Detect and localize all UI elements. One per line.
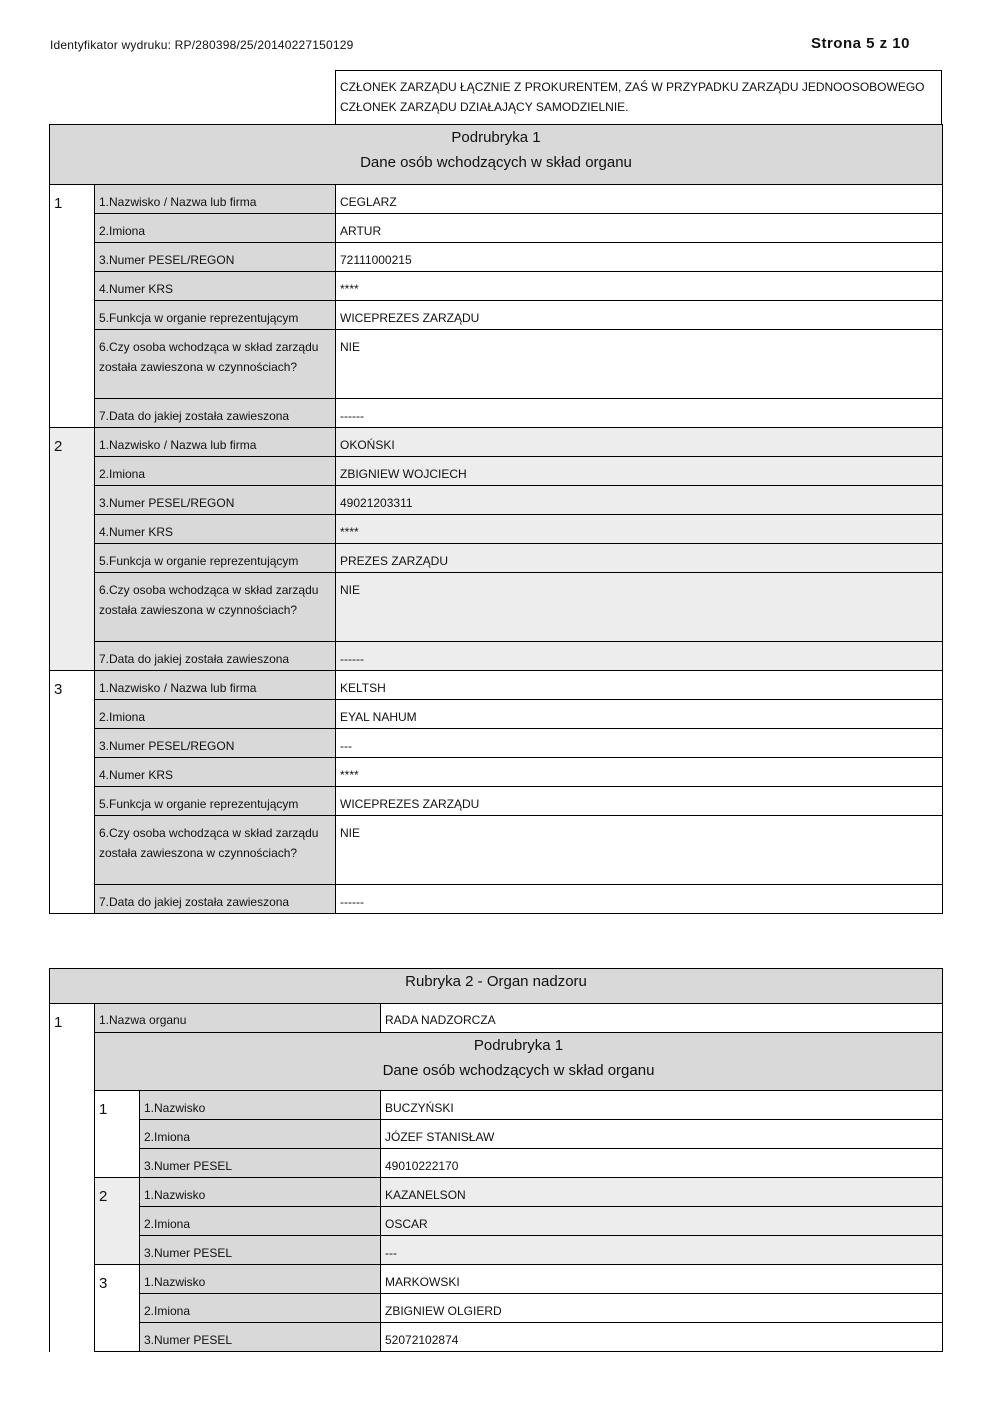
- field-value: ****: [336, 758, 943, 787]
- person-number: 2: [50, 428, 95, 671]
- subsection-title: [50, 125, 943, 185]
- table-row: [50, 1265, 943, 1294]
- field-value: ****: [336, 515, 943, 544]
- field-label: 1.Nazwisko / Nazwa lub firma: [95, 428, 336, 457]
- member-field-label: 2.Imiona: [140, 1294, 381, 1323]
- field-value: EYAL NAHUM: [336, 700, 943, 729]
- field-label: 3.Numer PESEL/REGON: [95, 243, 336, 272]
- field-label: 6.Czy osoba wchodząca w skład zarządu została zawieszona w czynnościach?: [95, 573, 336, 642]
- field-label: 5.Funkcja w organie reprezentującym: [95, 301, 336, 330]
- member-field-value: ZBIGNIEW OLGIERD: [381, 1294, 943, 1323]
- field-label: 2.Imiona: [95, 457, 336, 486]
- member-field-label: 3.Numer PESEL: [140, 1323, 381, 1352]
- person-number: 3: [50, 671, 95, 914]
- field-label: 1.Nazwisko / Nazwa lub firma: [95, 671, 336, 700]
- field-value: 49021203311: [336, 486, 943, 515]
- member-field-value: KAZANELSON: [381, 1178, 943, 1207]
- member-number: 2: [95, 1178, 140, 1265]
- continuation-text: CZŁONEK ZARZĄDU ŁĄCZNIE Z PROKURENTEM, ZAŚ W PRZYPADKU ZARZĄDU JEDNOOSOBOWEGO CZŁONEK ZARZĄDU DZIAŁAJĄCY SAMODZIELNIE.: [335, 70, 942, 125]
- persons-table: [49, 124, 943, 914]
- member-field-label: 2.Imiona: [140, 1120, 381, 1149]
- field-value: ****: [336, 272, 943, 301]
- field-value: ---: [336, 729, 943, 758]
- field-value: 72111000215: [336, 243, 943, 272]
- table-row: [50, 272, 943, 301]
- table-row: [50, 243, 943, 272]
- sub-subsection-title: [95, 1033, 943, 1091]
- member-field-label: 1.Nazwisko: [140, 1178, 381, 1207]
- field-value: ------: [336, 885, 943, 914]
- table-row: [50, 1207, 943, 1236]
- field-label: 2.Imiona: [95, 700, 336, 729]
- table-row: [50, 301, 943, 330]
- field-value: ZBIGNIEW WOJCIECH: [336, 457, 943, 486]
- table-row: [50, 1149, 943, 1178]
- table-row: [50, 700, 943, 729]
- table-row: [50, 1236, 943, 1265]
- table-row: [50, 399, 943, 428]
- organ-name-label: 1.Nazwa organu: [95, 1004, 381, 1033]
- table-row: [50, 729, 943, 758]
- table-row: [50, 642, 943, 671]
- field-value: WICEPREZES ZARZĄDU: [336, 301, 943, 330]
- table-row: [50, 1323, 943, 1352]
- organ-name-value: RADA NADZORCZA: [381, 1004, 943, 1033]
- table-row: [50, 758, 943, 787]
- field-label: 2.Imiona: [95, 214, 336, 243]
- member-field-value: OSCAR: [381, 1207, 943, 1236]
- field-label: 7.Data do jakiej została zawieszona: [95, 885, 336, 914]
- table-row: [50, 1120, 943, 1149]
- field-value: ------: [336, 642, 943, 671]
- member-field-value: BUCZYŃSKI: [381, 1091, 943, 1120]
- table-row: [50, 787, 943, 816]
- field-label: 7.Data do jakiej została zawieszona: [95, 399, 336, 428]
- entry-number: 1: [50, 1004, 95, 1352]
- field-label: 4.Numer KRS: [95, 272, 336, 301]
- field-value: CEGLARZ: [336, 185, 943, 214]
- field-label: 4.Numer KRS: [95, 515, 336, 544]
- field-value: NIE: [336, 573, 943, 642]
- member-number: 3: [95, 1265, 140, 1352]
- member-field-label: 1.Nazwisko: [140, 1091, 381, 1120]
- table-row: [50, 457, 943, 486]
- sub-subsection-title-line2: Dane osób wchodzących w skład organu: [382, 1062, 655, 1079]
- sub-subsection-title-line1: Podrubryka 1: [473, 1037, 564, 1054]
- table-row: [50, 428, 943, 457]
- member-field-label: 3.Numer PESEL: [140, 1149, 381, 1178]
- subsection-title-line1: Podrubryka 1: [451, 129, 541, 146]
- field-label: 3.Numer PESEL/REGON: [95, 486, 336, 515]
- field-value: ------: [336, 399, 943, 428]
- table-row: [50, 816, 943, 885]
- field-value: NIE: [336, 330, 943, 399]
- table-row: [50, 1178, 943, 1207]
- field-value: PREZES ZARZĄDU: [336, 544, 943, 573]
- member-field-value: MARKOWSKI: [381, 1265, 943, 1294]
- field-value: NIE: [336, 816, 943, 885]
- section-title: Rubryka 2 - Organ nadzoru: [50, 969, 943, 1004]
- table-row: [50, 573, 943, 642]
- field-value: KELTSH: [336, 671, 943, 700]
- table-row: [50, 214, 943, 243]
- member-number: 1: [95, 1091, 140, 1178]
- field-label: 7.Data do jakiej została zawieszona: [95, 642, 336, 671]
- table-row: [50, 1294, 943, 1323]
- field-label: 6.Czy osoba wchodząca w skład zarządu została zawieszona w czynnościach?: [95, 816, 336, 885]
- member-field-label: 1.Nazwisko: [140, 1265, 381, 1294]
- page-number: Strona 5 z 10: [810, 35, 910, 52]
- member-field-value: JÓZEF STANISŁAW: [381, 1120, 943, 1149]
- field-label: 3.Numer PESEL/REGON: [95, 729, 336, 758]
- member-field-value: 49010222170: [381, 1149, 943, 1178]
- print-identifier: Identyfikator wydruku: RP/280398/25/20140227150129: [50, 38, 354, 52]
- field-value: WICEPREZES ZARZĄDU: [336, 787, 943, 816]
- table-row: [50, 486, 943, 515]
- table-row: [50, 544, 943, 573]
- field-label: 5.Funkcja w organie reprezentującym: [95, 544, 336, 573]
- table-row: [50, 515, 943, 544]
- field-label: 6.Czy osoba wchodząca w skład zarządu została zawieszona w czynnościach?: [95, 330, 336, 399]
- member-field-label: 2.Imiona: [140, 1207, 381, 1236]
- subsection-title-line2: Dane osób wchodzących w skład organu: [360, 154, 632, 171]
- table-row: [50, 330, 943, 399]
- table-row: [50, 671, 943, 700]
- field-value: ARTUR: [336, 214, 943, 243]
- member-field-label: 3.Numer PESEL: [140, 1236, 381, 1265]
- member-field-value: 52072102874: [381, 1323, 943, 1352]
- field-value: OKOŃSKI: [336, 428, 943, 457]
- field-label: 1.Nazwisko / Nazwa lub firma: [95, 185, 336, 214]
- table-row: [50, 1091, 943, 1120]
- field-label: 5.Funkcja w organie reprezentującym: [95, 787, 336, 816]
- field-label: 4.Numer KRS: [95, 758, 336, 787]
- member-field-value: ---: [381, 1236, 943, 1265]
- supervisory-organ-table: [49, 968, 943, 1352]
- table-row: [50, 185, 943, 214]
- table-row: [50, 885, 943, 914]
- person-number: 1: [50, 185, 95, 428]
